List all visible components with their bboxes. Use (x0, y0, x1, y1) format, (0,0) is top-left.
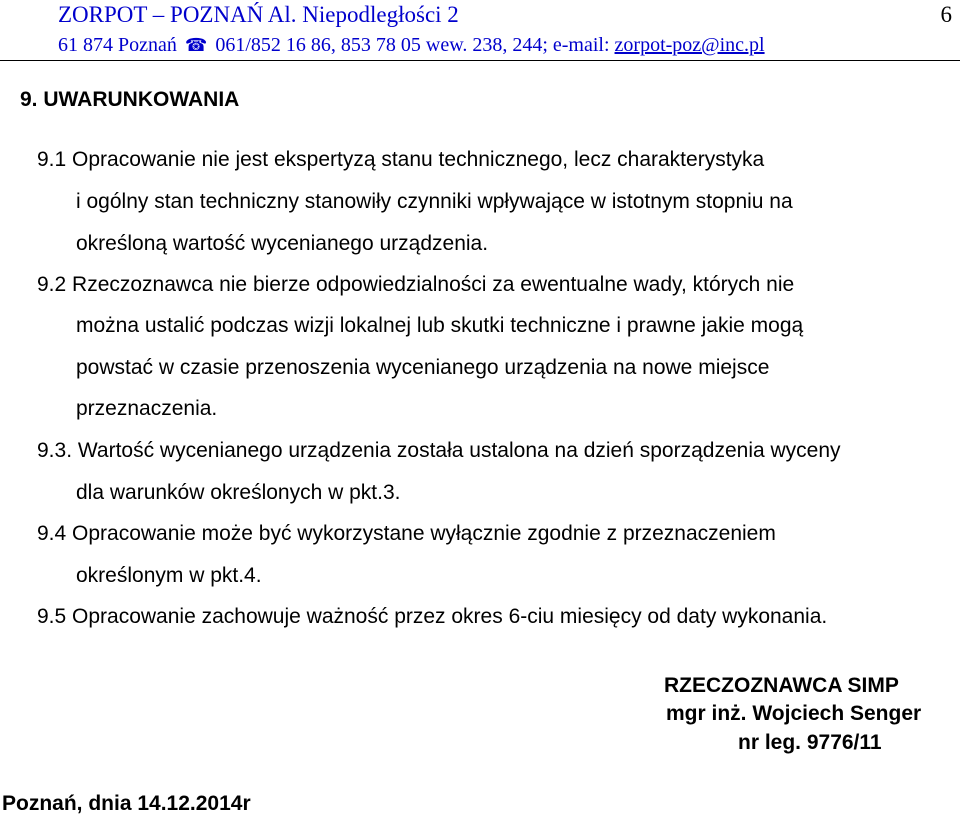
company-contact (58, 34, 765, 57)
item-9-1-line-3: określoną wartość wycenianego urządzenia. (76, 232, 489, 255)
item-9-4-line-2: określonym w pkt.4. (76, 564, 262, 587)
contact-phones: 061/852 16 86, 853 78 05 wew. 238, 244; e-mail: (215, 34, 610, 56)
signature-license: nr leg. 9776/11 (738, 731, 882, 754)
item-9-4-line-1: 9.4 Opracowanie może być wykorzystane wyłącznie zgodnie z przeznaczeniem (37, 522, 776, 545)
place-date: Poznań, dnia 14.12.2014r (2, 792, 251, 815)
header-divider (0, 60, 960, 61)
item-9-2-line-1: 9.2 Rzeczoznawca nie bierze odpowiedzialności za ewentualne wady, których nie (37, 273, 795, 296)
signature-title: RZECZOZNAWCA SIMP (664, 674, 899, 697)
item-9-2-line-3: powstać w czasie przenoszenia wycenianego urządzenia na nowe miejsce (76, 356, 770, 379)
item-9-1-line-1: 9.1 Opracowanie nie jest ekspertyzą stanu technicznego, lecz charakterystyka (37, 148, 765, 171)
signature-name: mgr inż. Wojciech Senger (666, 702, 922, 725)
section-title: 9. UWARUNKOWANIA (20, 88, 240, 111)
company-name: ZORPOT – POZNAŃ Al. Niepodległości 2 (58, 2, 459, 27)
contact-city: 61 874 Poznań (58, 34, 177, 56)
item-9-2-line-2: można ustalić podczas wizji lokalnej lub skutki techniczne i prawne jakie mogą (76, 314, 804, 337)
item-9-5-line-1: 9.5 Opracowanie zachowuje ważność przez okres 6-ciu miesięcy od daty wykonania. (37, 605, 828, 628)
email-link[interactable]: zorpot-poz@inc.pl (614, 34, 765, 56)
item-9-1-line-2: i ogólny stan techniczny stanowiły czynniki wpływające w istotnym stopniu na (76, 190, 793, 213)
page-number: 6 (940, 2, 952, 27)
item-9-2-line-4: przeznaczenia. (76, 397, 218, 420)
item-9-3-line-1: 9.3. Wartość wycenianego urządzenia została ustalona na dzień sporządzenia wyceny (37, 439, 841, 462)
item-9-3-line-2: dla warunków określonych w pkt.3. (76, 481, 401, 504)
telephone-icon: ☎ (184, 35, 208, 55)
